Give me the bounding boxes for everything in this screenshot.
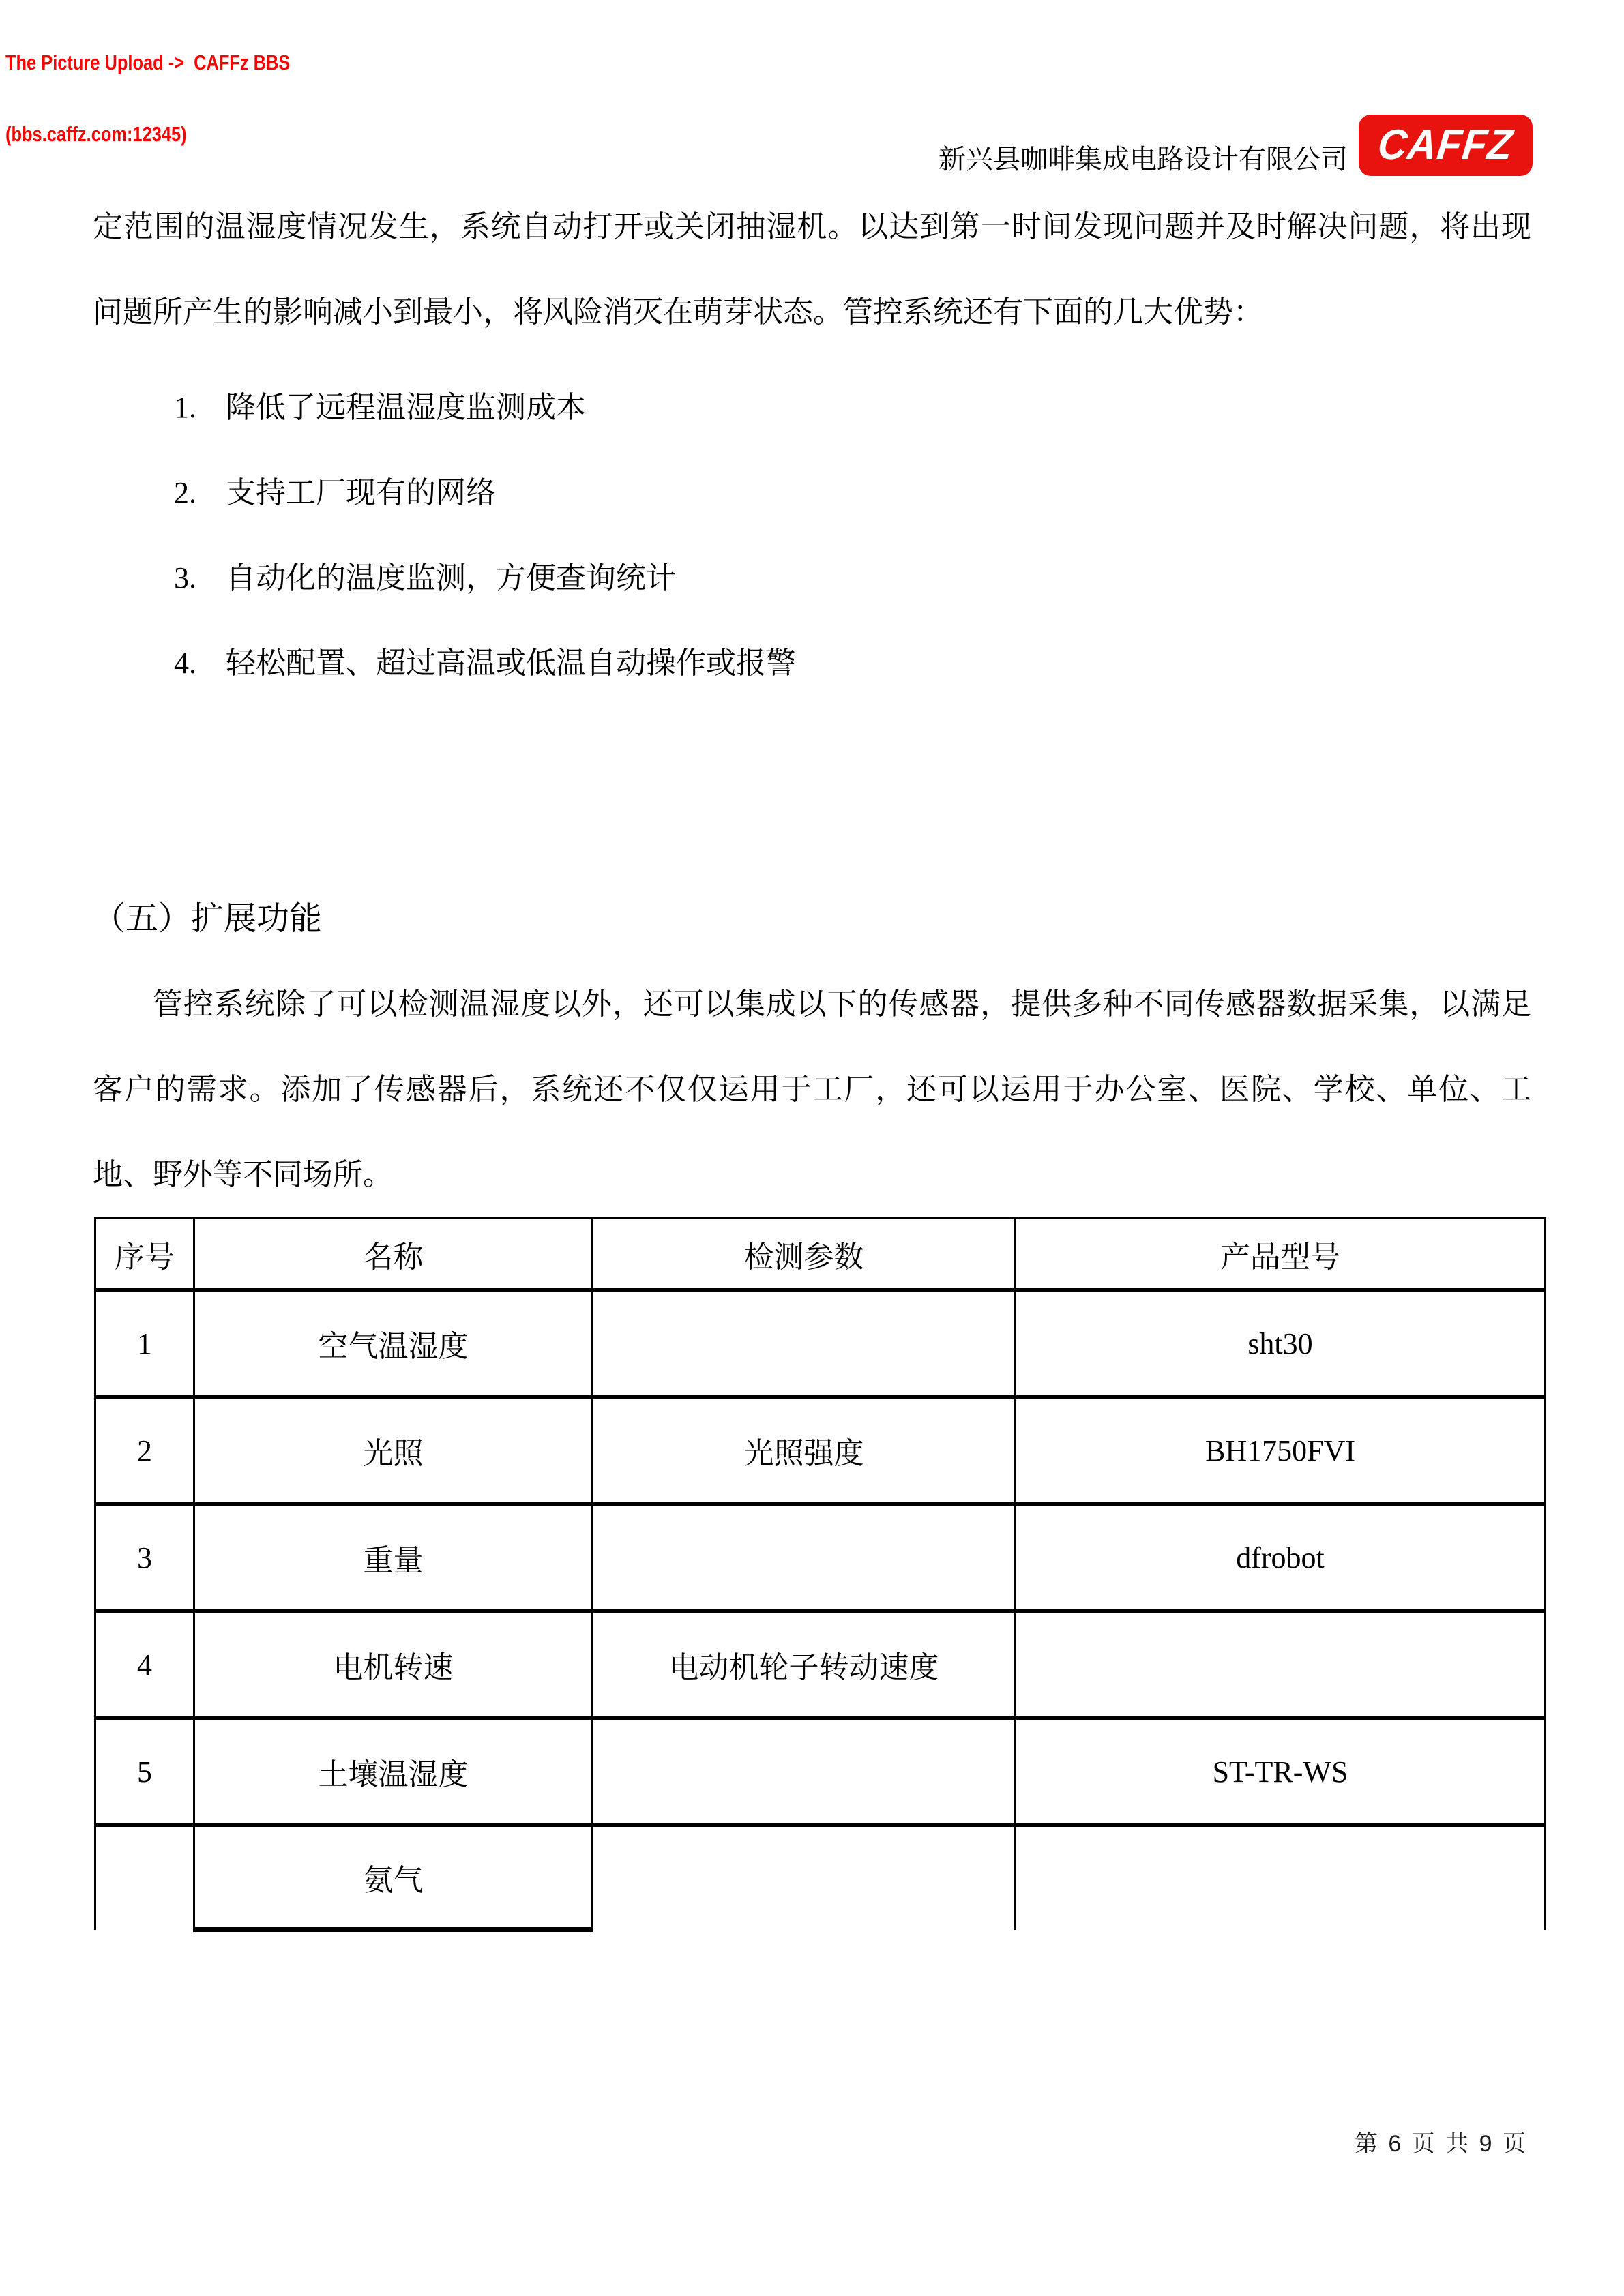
cell-model: sht30: [1016, 1290, 1546, 1397]
table-row-cut-by-page-break: [95, 1825, 1546, 1930]
page-header: [939, 115, 1533, 176]
page-footer: [1355, 2125, 1528, 2158]
cell-parameter: [593, 1718, 1016, 1825]
company-name: 新兴县咖啡集成电路设计有限公司: [939, 144, 1348, 175]
cell-name: 重量: [194, 1504, 593, 1611]
cell-model: [1016, 1611, 1546, 1718]
cell-index: 4: [95, 1611, 194, 1718]
list-item-number: 1.: [174, 391, 196, 424]
paragraph-intro: 定范围的温湿度情况发生，系统自动打开或关闭抽湿机。以达到第一时间发现问题并及时解决问题，将出现问题所产生的影响减小到最小，将风险消灭在萌芽状态。管控系统还有下面的几大优势：: [93, 210, 1531, 329]
list-item: [174, 365, 1531, 450]
page-number-text: 第 6 页 共 9 页: [1354, 2131, 1528, 2157]
list-item-text: 支持工厂现有的网络: [226, 476, 496, 509]
cell-parameter: 光照强度: [593, 1397, 1016, 1504]
upload-stamp-line1: The Picture Upload -> CAFFz BBS: [5, 50, 291, 74]
cell-model: BH1750FVI: [1016, 1397, 1546, 1504]
column-header-name: 名称: [194, 1219, 593, 1290]
cell-name: 空气温湿度: [194, 1290, 593, 1397]
cell-index: 5: [95, 1718, 194, 1825]
paragraph-expansion: 管控系统除了可以检测温湿度以外，还可以集成以下的传感器，提供多种不同传感器数据采集，以满足客户的需求。添加了传感器后，系统还不仅仅运用于工厂，还可以运用于办公室、医院、学校、单位、工地、野外等不同场所。: [93, 987, 1531, 1191]
cell-name: 光照: [194, 1397, 593, 1504]
list-item-text: 轻松配置、超过高温或低温自动操作或报警: [226, 646, 796, 680]
upload-stamp: [5, 3, 290, 194]
table-row: [95, 1504, 1546, 1611]
cell-parameter: [593, 1504, 1016, 1611]
list-item: [174, 535, 1531, 621]
cell-name: 土壤温湿度: [194, 1718, 593, 1825]
column-header-model: 产品型号: [1016, 1219, 1546, 1290]
table-row: [95, 1290, 1546, 1397]
cell-index: [95, 1825, 194, 1930]
cell-parameter: [593, 1290, 1016, 1397]
list-item-number: 2.: [174, 476, 196, 509]
caffz-logo: [1359, 115, 1533, 176]
cell-index: 1: [95, 1290, 194, 1397]
column-header-index: 序号: [95, 1219, 194, 1290]
table-row: [95, 1718, 1546, 1825]
table-row: [95, 1611, 1546, 1718]
cell-name: 氨气: [194, 1825, 593, 1930]
table-header-row: [95, 1219, 1546, 1290]
column-header-parameter: 检测参数: [593, 1219, 1016, 1290]
upload-stamp-line2: (bbs.caffz.com:12345): [5, 122, 187, 146]
list-item-number: 3.: [174, 561, 196, 595]
cell-model: [1016, 1825, 1546, 1930]
list-item: [174, 450, 1531, 535]
cell-model: dfrobot: [1016, 1504, 1546, 1611]
caffz-logo-text: CAFFZ: [1376, 121, 1516, 168]
list-item: [174, 621, 1531, 706]
cell-parameter: 电动机轮子转动速度: [593, 1611, 1016, 1718]
cell-name: 电机转速: [194, 1611, 593, 1718]
list-item-number: 4.: [174, 646, 196, 680]
table-row: [95, 1397, 1546, 1504]
cell-model: ST-TR-WS: [1016, 1718, 1546, 1825]
list-item-text: 降低了远程温湿度监测成本: [226, 391, 586, 424]
section-heading: （五）扩展功能: [93, 901, 323, 937]
cell-index: 2: [95, 1397, 194, 1504]
cell-parameter: [593, 1825, 1016, 1930]
list-item-text: 自动化的温度监测，方便查询统计: [226, 561, 676, 595]
cell-index: 3: [95, 1504, 194, 1611]
sensor-table: [94, 1217, 1546, 1932]
advantages-list: [93, 365, 1531, 706]
